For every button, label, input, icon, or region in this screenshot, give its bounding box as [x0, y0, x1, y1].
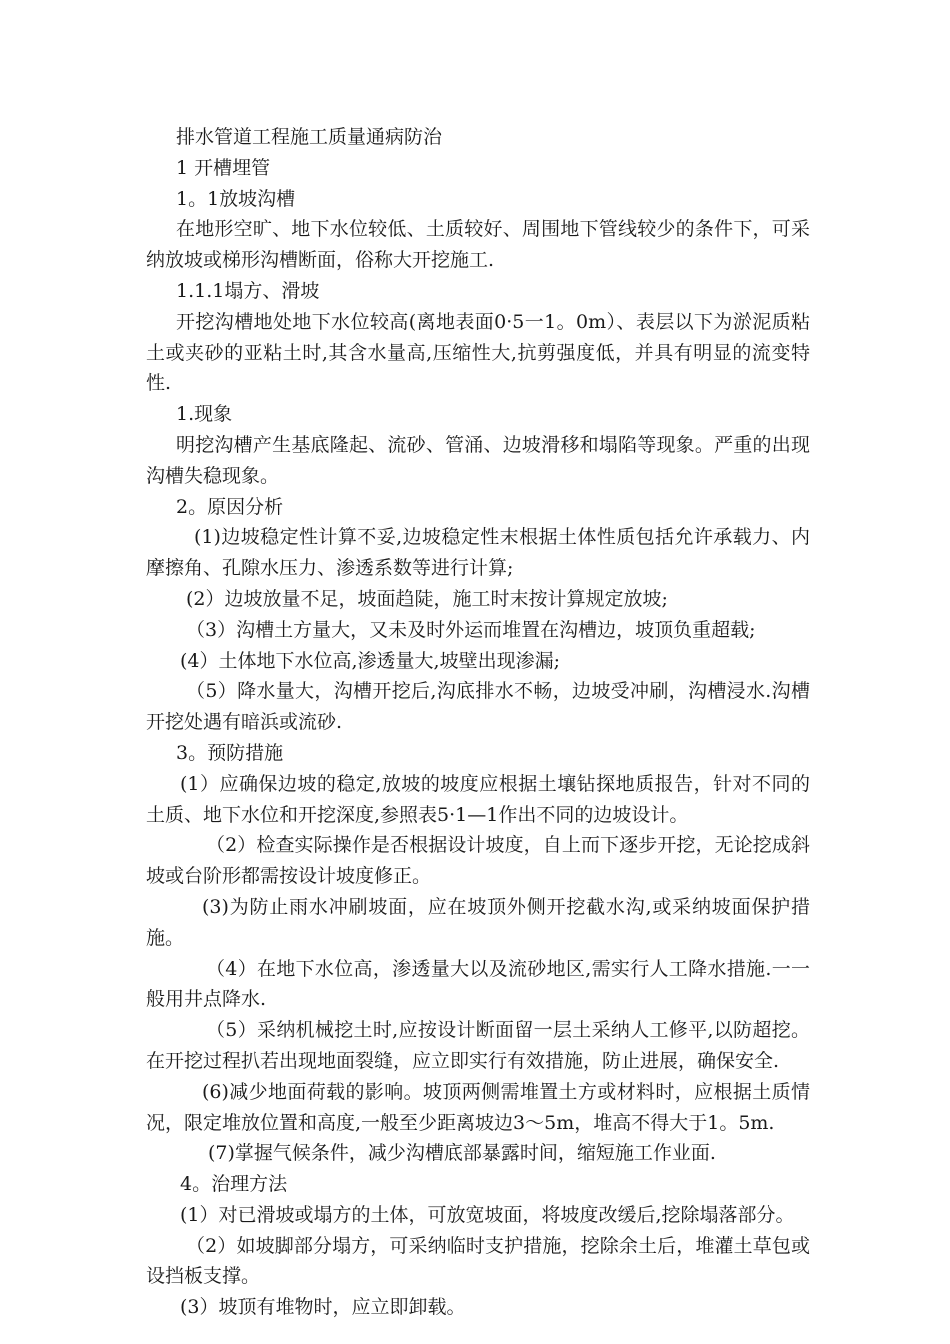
- treatment-item-3: (3）坡顶有堆物时，应立即卸载。: [180, 1296, 466, 1319]
- cause-item-5: （5）降水量大，沟槽开挖后,沟底排水不畅，边坡受冲刷，沟槽浸水.沟槽开挖处遇有暗浜或流砂.: [146, 680, 810, 734]
- prevention-item-2: （2）检查实际操作是否根据设计坡度，自上而下逐步开挖，无论挖成斜坡或台阶形都需按设计坡度修正。: [146, 834, 810, 888]
- prevention-item-1: (1）应确保边坡的稳定,放坡的坡度应根据土壤钻探地质报告，针对不同的土质、地下水位和开挖深度,参照表5·1—1作出不同的边坡设计。: [146, 772, 810, 826]
- cause-item-2: (2）边坡放量不足，坡面趋陡，施工时末按计算规定放坡;: [186, 587, 668, 610]
- prevention-item-3: (3)为防止雨水冲刷坡面，应在坡顶外侧开挖截水沟,或采纳坡面保护措施。: [146, 895, 810, 949]
- section-heading-1: 1 开槽埋管: [176, 156, 271, 179]
- prevention-item-6: (6)减少地面荷载的影响。坡顶两侧需堆置土方或材料时，应根据土质情况，限定堆放位置和高度,一般至少距离坡边3～5m，堆高不得大于1。5m.: [146, 1080, 810, 1134]
- paragraph-intro: 在地形空旷、地下水位较低、土质较好、周围地下管线较少的条件下，可采纳放坡或梯形沟槽断面，俗称大开挖施工.: [146, 218, 810, 272]
- cause-item-4: (4）土体地下水位高,渗透量大,坡壁出现渗漏;: [180, 649, 560, 672]
- prevention-item-7: (7)掌握气候条件，减少沟槽底部暴露时间，缩短施工作业面.: [208, 1142, 716, 1165]
- heading-phenomenon: 1.现象: [176, 403, 233, 426]
- paragraph-phenomenon: 明挖沟槽产生基底隆起、流砂、管涌、边坡滑移和塌陷等现象。严重的出现沟槽失稳现象。: [146, 433, 810, 487]
- document-body: [146, 122, 810, 1323]
- treatment-item-2: （2）如坡脚部分塌方，可采纳临时支护措施，挖除余土后，堆灌土草包或设挡板支撑。: [146, 1234, 810, 1288]
- prevention-item-5: （5）采纳机械挖土时,应按设计断面留一层土采纳人工修平,以防超挖。在开挖过程扒若出现地面裂缝，应立即实行有效措施，防止进展，确保安全.: [146, 1019, 810, 1072]
- cause-item-1: (1)边坡稳定性计算不妥,边坡稳定性末根据土体性质包括允许承载力、内摩擦角、孔隙水压力、渗透系数等进行计算;: [146, 526, 810, 580]
- paragraph-conditions: 开挖沟槽地处地下水位较高(离地表面0·5一1。0m）、表层以下为淤泥质粘土或夹砂的亚粘土时,其含水量高,压缩性大,抗剪强度低，并具有明显的流变特性.: [146, 310, 810, 395]
- prevention-item-4: （4）在地下水位高，渗透量大以及流砂地区,需实行人工降水措施.一一般用井点降水.: [146, 957, 810, 1011]
- section-heading-1-1: 1。1放坡沟槽: [176, 187, 296, 210]
- heading-cause-analysis: 2。原因分析: [176, 495, 284, 518]
- section-heading-1-1-1: 1.1.1塌方、滑坡: [176, 279, 320, 302]
- heading-prevention: 3。预防措施: [176, 741, 284, 764]
- document-title: 排水管道工程施工质量通病防治: [176, 126, 443, 148]
- heading-treatment: 4。治理方法: [180, 1173, 288, 1196]
- treatment-item-1: (1）对已滑坡或塌方的土体，可放宽坡面，将坡度改缓后,挖除塌落部分。: [180, 1203, 795, 1226]
- cause-item-3: （3）沟槽土方量大，又未及时外运而堆置在沟槽边，坡顶负重超载;: [186, 618, 756, 641]
